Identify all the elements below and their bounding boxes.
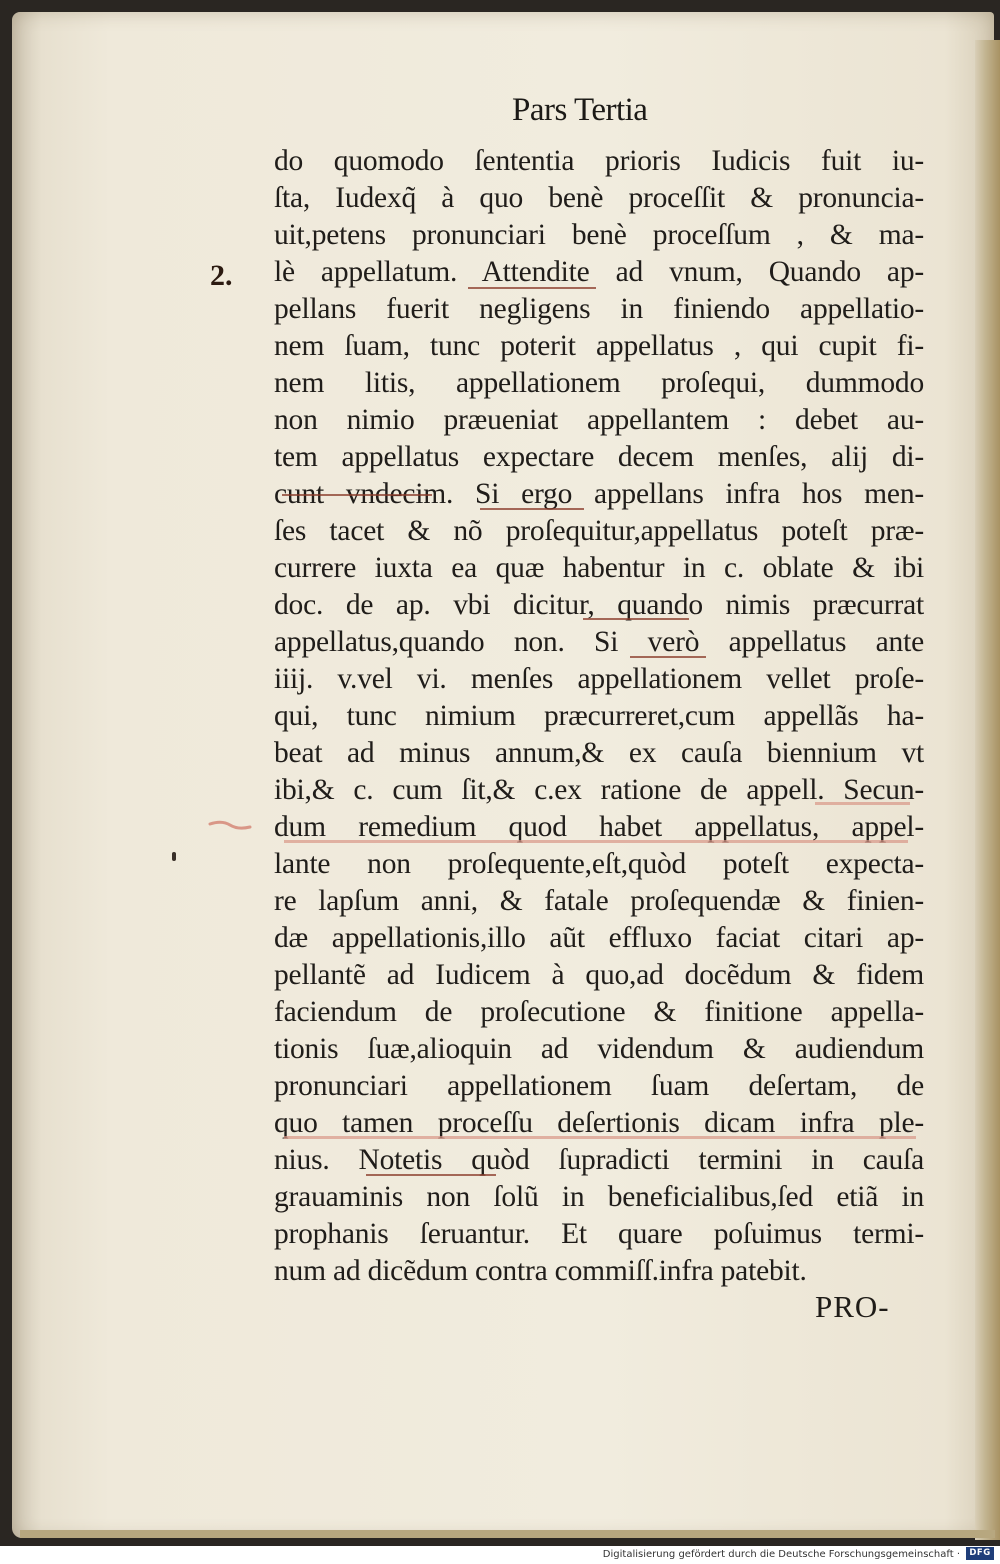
underline-attendite (468, 287, 596, 289)
text-line-23: pellantẽ ad Iudicem à quo,ad docẽdum & fidem (274, 959, 924, 991)
funding-credit: Digitalisierung gefördert durch die Deutsche Forschungsgemeinschaft · (602, 1549, 960, 1560)
text-line-28: nius. Notetis quòd ſupradicti termini in cauſa (274, 1144, 924, 1176)
catchword: PRO- (815, 1289, 890, 1324)
text-line-14: appellatus,quando non. Si verò appellatus ante (274, 626, 924, 658)
text-line-18: ibi,& c. cum ſit,& c.ex ratione de appell. Secun- (274, 774, 924, 806)
underline-si-vero (630, 656, 706, 658)
dfg-logo[interactable]: DFG (966, 1547, 994, 1560)
text-line-4: lè appellatum. Attendite ad vnum, Quando ap- (274, 256, 924, 288)
text-line-16: qui, tunc nimium præcurreret,cum appellãs ha- (274, 700, 924, 732)
text-line-27: quo tamen proceſſu deſertionis dicam infra ple- (274, 1107, 924, 1139)
strike-vndecim (282, 494, 432, 496)
underline-si-ergo (480, 508, 584, 510)
running-head: Pars Tertia (512, 92, 648, 128)
text-line-19: dum remedium quod habet appellatus, appel- (274, 811, 924, 843)
text-line-20: lante non proſequente,eſt,quòd poteſt expecta- (274, 848, 924, 880)
text-line-8: non nimio præueniat appellantem : debet au- (274, 404, 924, 436)
text-line-13: doc. de ap. vbi dicitur, quando nimis præcurrat (274, 589, 924, 621)
text-line-1: do quomodo ſententia prioris Iudicis fuit iu- (274, 145, 924, 177)
underline-secundum (815, 802, 910, 805)
text-line-31: num ad dicẽdum contra commiſſ.infra patebit. (274, 1255, 807, 1287)
text-line-7: nem litis, appellationem proſequi, dummodo (274, 367, 924, 399)
text-line-9: tem appellatus expectare decem menſes, alij di- (274, 441, 924, 473)
text-line-12: currere iuxta ea quæ habentur in c. oblate & ibi (274, 552, 924, 584)
text-line-29: grauaminis non ſolũ in beneficialibus,ſed etiã in (274, 1181, 924, 1213)
text-line-24: faciendum de proſecutione & finitione appella- (274, 996, 924, 1028)
text-line-22: dæ appellationis,illo aũt effluxo faciat citari ap- (274, 922, 924, 954)
text-line-15: iiij. v.vel vi. menſes appellationem vellet proſe- (274, 663, 924, 695)
text-line-11: ſes tacet & nõ proſequitur,appellatus poteſt præ- (274, 515, 924, 547)
text-line-10: cunt vndecim. Si ergo appellans infra hos men- (274, 478, 924, 510)
main-text (274, 143, 924, 1290)
text-line-2: ſta, Iudexq̃ à quo benè proceſſit & pronuncia- (274, 182, 924, 214)
text-line-25: tionis ſuæ,alioquin ad videndum & audiendum (274, 1033, 924, 1065)
underline-quo-tamen (284, 1136, 916, 1139)
underline-notetis (366, 1174, 496, 1176)
text-line-26: pronunciari appellationem ſuam deſertam, de (274, 1070, 924, 1102)
ink-spot (172, 852, 176, 861)
underline-quando (583, 618, 689, 620)
text-line-5: pellans fuerit negligens in finiendo appellatio- (274, 293, 924, 325)
text-line-6: nem ſuam, tunc poterit appellatus , qui cupit fi- (274, 330, 924, 362)
marginal-note: 2. (210, 259, 233, 292)
text-line-3: uit,petens pronunciari benè proceſſum , & ma- (274, 219, 924, 251)
text-line-17: beat ad minus annum,& ex cauſa biennium vt (274, 737, 924, 769)
text-line-21: re lapſum anni, & fatale proſequendæ & finien- (274, 885, 924, 917)
underline-remedium (284, 840, 908, 843)
marginal-red-mark (208, 818, 252, 834)
page-edge (975, 40, 1000, 1540)
text-line-30: prophanis ſeruantur. Et quare poſuimus termi- (274, 1218, 924, 1250)
page-edge-bottom (20, 1530, 995, 1538)
